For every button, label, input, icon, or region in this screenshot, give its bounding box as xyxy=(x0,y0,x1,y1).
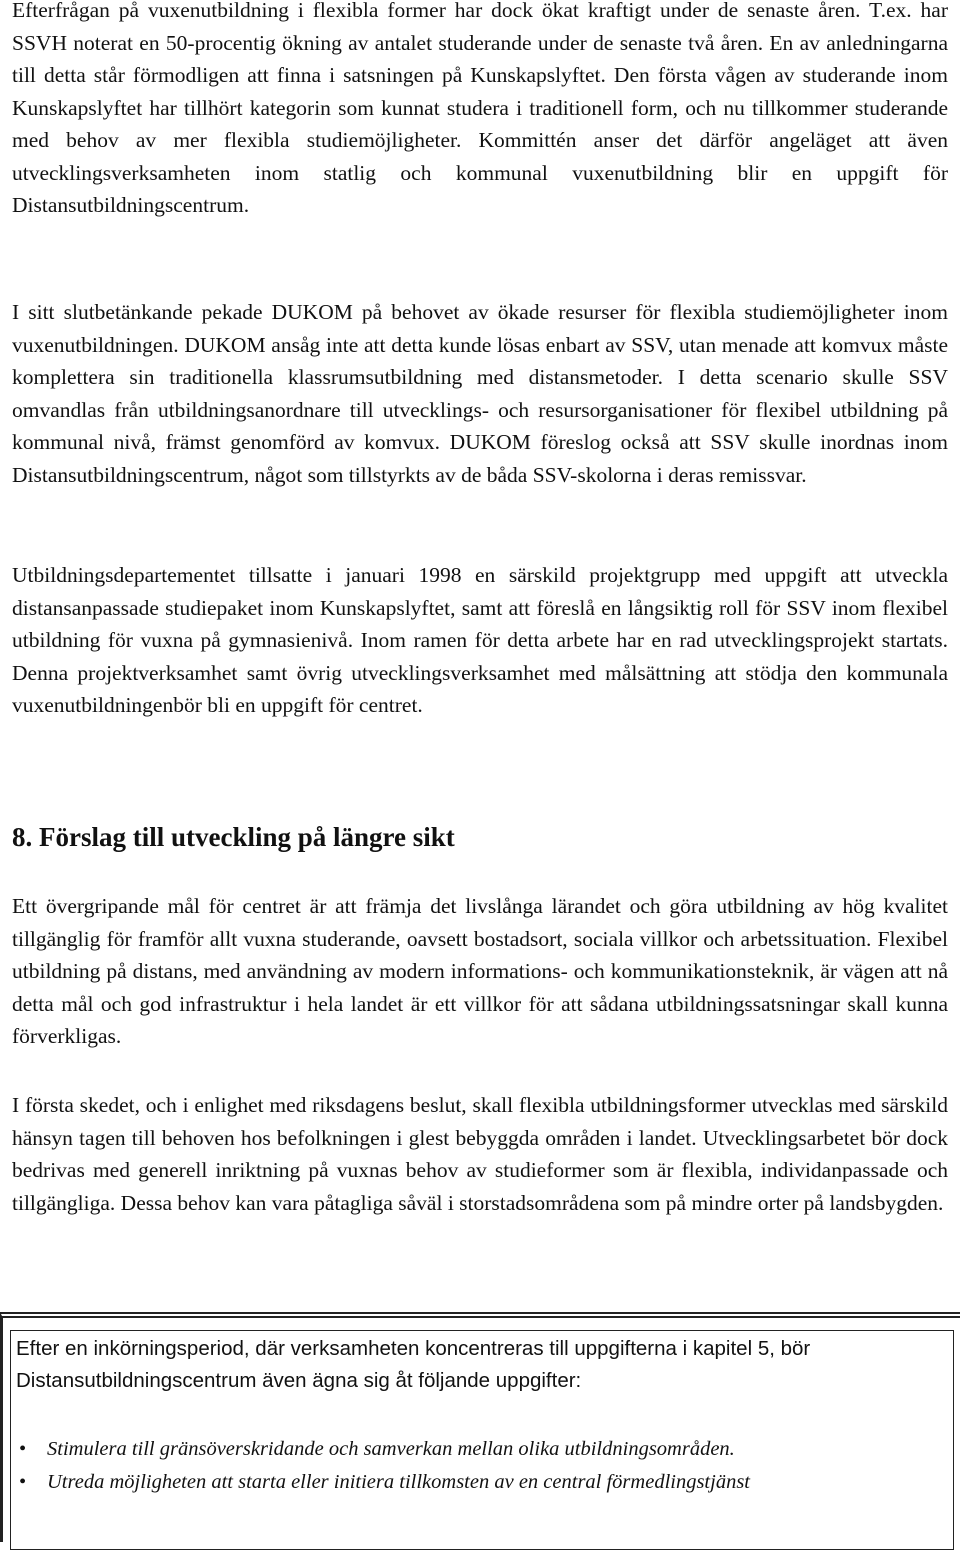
bullet-item xyxy=(11,1433,951,1466)
bullet-icon: • xyxy=(19,1471,27,1493)
proposal-box xyxy=(0,1312,960,1542)
bullet-item xyxy=(11,1466,951,1499)
paragraph-efterfragan: Efterfrågan på vuxenutbildning i flexibla former har dock ökat kraftigt under de senaste åren. T.ex. har SSVH noterat en 50-procentig ökning av antalet studerande under de senaste två åren. En av anledningarna till detta står förmodligen att finna i satsningen på Kunskapslyftet. Den första vågen av studerande inom Kunskapslyftet har tillhört kategorin som kunnat studera i traditionell form, och nu tillkommer studerande med behov av mer flexibla studiemöjligheter. Kommittén anser det därför angeläget att även utvecklingsverksamheten inom statlig och kommunal vuxenutbildning blir en uppgift för Distansutbildningscentrum. xyxy=(12,0,948,217)
paragraph-utbildningsdepartementet: Utbildningsdepartementet tillsatte i januari 1998 en särskild projektgrupp med uppgift att utveckla distansanpassade studiepaket inom Kunskapslyftet, samt att föreslå en långsiktig roll för SSV inom flexibel utbildning för vuxna på gymnasienivå. Inom ramen för detta arbete har en rad utvecklingsprojekt startats. Denna projektverksamhet samt övrig utvecklingsverksamhet med målsättning att stödja den kommunala vuxenutbildningenbör bli en uppgift för centret. xyxy=(12,563,948,717)
paragraph-overgripande-mal: Ett övergripande mål för centret är att främja det livslånga lärandet och göra utbildning av hög kvalitet tillgänglig för framför allt vuxna studerande, oavsett bostadsort, sociala villkor och arbetssituation. Flexibel utbildning på distans, med användning av modern informations- och kommunikationsteknik, är vägen att nå detta mål och god infrastruktur i hela landet är ett villkor för att sådana utbildningssatsningar skall kunna förverkligas. xyxy=(12,894,948,1048)
proposal-box-intro: Efter en inkörningsperiod, där verksamheten koncentreras till uppgifterna i kapitel 5, bör Distansutbildningscentrum även ägna sig åt följande uppgifter: xyxy=(16,1337,811,1392)
proposal-box-inner xyxy=(10,1330,954,1550)
bullet-text: Stimulera till gränsöverskridande och samverkan mellan olika utbildningsområden. xyxy=(47,1438,735,1460)
bullet-icon: • xyxy=(19,1438,27,1460)
paragraph-forsta-skedet: I första skedet, och i enlighet med riksdagens beslut, skall flexibla utbildningsformer utvecklas med särskild hänsyn tagen till behoven hos befolkningen i glest bebyggda områden i landet. Utvecklingsarbetet bör dock bedrivas med generell inriktning på vuxnas behov av studieformer som är flexibla, individanpassade och tillgängliga. Dessa behov kan vara påtagliga såväl i storstadsområdena som på mindre orter på landsbygden. xyxy=(12,1093,948,1215)
bullet-text: Utreda möjligheten att starta eller initiera tillkomsten av en central förmedlingstjänst xyxy=(47,1471,750,1493)
proposal-bullet-list xyxy=(11,1433,951,1499)
paragraph-dukom: I sitt slutbetänkande pekade DUKOM på behovet av ökade resurser för flexibla studiemöjligheter inom vuxenutbildningen. DUKOM ansåg inte att detta kunde lösas enbart av SSV, utan menade att komvux måste komplettera sin traditionella klassrumsutbildning med distansmetoder. I detta scenario skulle SSV omvandlas från utbildningsanordnare till utvecklings- och resursorganisationer för flexibel utbildning på kommunal nivå, främst genomförd av komvux. DUKOM föreslog också att SSV skulle inordnas inom Distansutbildningscentrum, något som tillstyrkts av de båda SSV-skolorna i deras remissvar. xyxy=(12,300,948,487)
section-heading: 8. Förslag till utveckling på längre sikt xyxy=(12,822,455,852)
